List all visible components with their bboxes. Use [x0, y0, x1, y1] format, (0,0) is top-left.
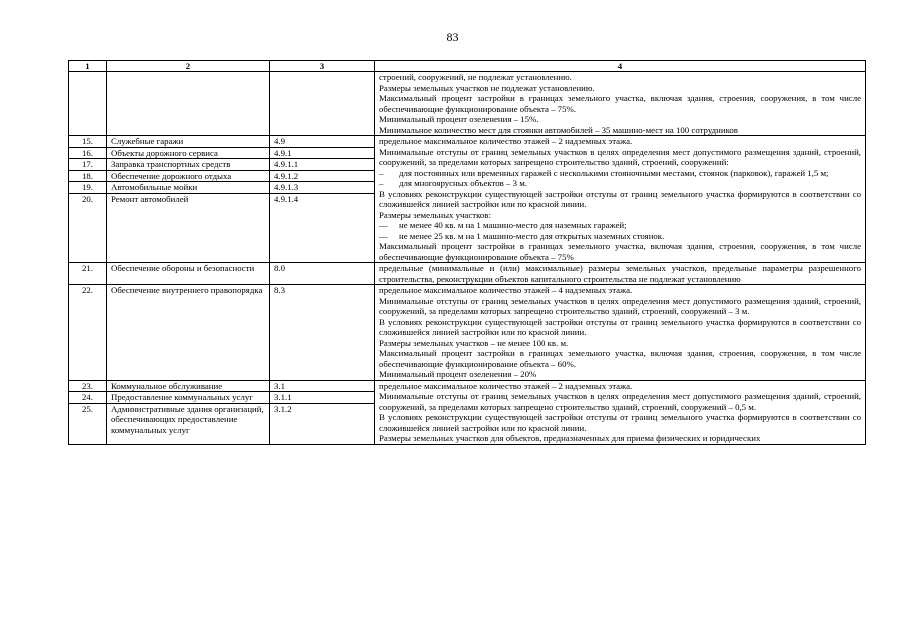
- use-code-cell: 8.0: [270, 263, 375, 285]
- use-code-cell: 3.1.1: [270, 392, 375, 404]
- table-row: [69, 136, 866, 148]
- column-header: 3: [270, 61, 375, 72]
- list-item-text: не менее 40 кв. м на 1 машино-место для наземных гаражей;: [399, 220, 627, 230]
- paragraph: строений, сооружений, не подлежат установлению.: [379, 72, 572, 82]
- list-item-text: не менее 25 кв. м на 1 машино-место для открытых наземных стоянок.: [399, 230, 665, 241]
- list-item-text: для постоянных или временных гаражей с несколькими стояночными местами, стоянок (парковок), гаражей 1,5 м;: [399, 167, 829, 178]
- paragraph: Размеры земельных участков:: [379, 209, 491, 220]
- use-name-cell: Обеспечение обороны и безопасности: [107, 263, 270, 285]
- use-code-cell: 3.1.2: [270, 403, 375, 444]
- use-name-cell: Коммунальное обслуживание: [107, 380, 270, 392]
- use-code-cell: [270, 72, 375, 136]
- use-code-cell: 4.9.1.1: [270, 159, 375, 171]
- use-name-cell: Заправка транспортных средств: [107, 159, 270, 171]
- paragraph: В условиях реконструкции существующей застройки отступы от границ земельного участка формируются в соответствии со сложившейся линией застройки или по красной линии.: [379, 316, 861, 337]
- use-code-cell: 4.9.1: [270, 147, 375, 159]
- paragraph: предельное максимальное количество этажей – 2 надземных этажа.: [379, 136, 633, 146]
- use-name-cell: Служебные гаражи: [107, 136, 270, 148]
- use-name-cell: Обеспечение внутреннего правопорядка: [107, 285, 270, 381]
- parameters-cell: [375, 380, 866, 444]
- row-number-cell: 19.: [69, 182, 107, 194]
- use-code-cell: 8.3: [270, 285, 375, 381]
- list-dash: —: [379, 220, 388, 230]
- row-number-cell: 21.: [69, 263, 107, 285]
- row-number-cell: 25.: [69, 403, 107, 444]
- column-header: 2: [107, 61, 270, 72]
- list-item-text: для многоярусных объектов – 3 м.: [399, 178, 527, 188]
- list-item: [379, 231, 861, 242]
- page-number: 83: [446, 30, 459, 44]
- paragraph: предельные (минимальные и (или) максимальные) размеры земельных участков, предельные параметры разрешенного строительства, реконструкции объектов капитального строительства не подлежат установлению: [379, 263, 861, 284]
- use-code-cell: 4.9: [270, 136, 375, 148]
- use-code-cell: 4.9.1.3: [270, 182, 375, 194]
- parameters-cell: [375, 285, 866, 381]
- parameters-cell: [375, 136, 866, 263]
- paragraph: Минимальное количество мест для стоянки автомобилей – 35 машино-мест на 100 сотрудников: [379, 124, 738, 135]
- use-name-cell: Объекты дорожного сервиса: [107, 147, 270, 159]
- row-number-cell: 23.: [69, 380, 107, 392]
- paragraph: В условиях реконструкции существующей застройки отступы от границ земельного участка формируются в соответствии со сложившейся линией застройки или по красной линии.: [379, 412, 861, 433]
- list-dash: –: [379, 178, 384, 188]
- use-code-cell: 4.9.1.2: [270, 170, 375, 182]
- use-name-cell: Предоставление коммунальных услуг: [107, 392, 270, 404]
- paragraph: Размеры земельных участков не подлежат установлению.: [379, 82, 595, 93]
- paragraph: Максимальный процент застройки в границах земельного участка, включая здания, строения, сооружения, в том числе обеспечивающие функционирование объекта – 75%.: [379, 93, 861, 114]
- paragraph: Максимальный процент застройки в границах земельного участка, включая здания, строения, сооружения, в том числе обеспечивающие функционирование объекта – 75%: [379, 241, 861, 262]
- use-code-cell: 3.1: [270, 380, 375, 392]
- table-row: [69, 72, 866, 136]
- paragraph: Минимальные отступы от границ земельных участков в целях определения мест допустимого размещения зданий, строений, сооружений, за пределами которых запрещено строительство зданий, строений, сооружений:: [379, 146, 861, 167]
- paragraph: Минимальные отступы от границ земельных участков в целях определения мест допустимого размещения зданий, строений, сооружений, за пределами которых запрещено строительство зданий, строений, сооружений – 3 м.: [379, 295, 861, 316]
- header-row: [69, 61, 866, 72]
- table-row: [69, 380, 866, 392]
- row-number-cell: 24.: [69, 392, 107, 404]
- paragraph: Минимальный процент озеленения – 15%.: [379, 114, 539, 124]
- list-item: [379, 220, 861, 231]
- paragraph: предельное максимальное количество этажей – 2 надземных этажа.: [379, 380, 633, 391]
- parameters-cell: [375, 72, 866, 136]
- use-name-cell: [107, 72, 270, 136]
- list-item: [379, 168, 861, 179]
- row-number-cell: 17.: [69, 159, 107, 171]
- list-dash: –: [379, 167, 384, 178]
- use-code-cell: 4.9.1.4: [270, 193, 375, 263]
- row-number-cell: 15.: [69, 136, 107, 148]
- paragraph: Размеры земельных участков – не менее 100 кв. м.: [379, 337, 569, 348]
- row-number-cell: 16.: [69, 147, 107, 159]
- paragraph: Минимальные отступы от границ земельных участков в целях определения мест допустимого размещения зданий, строений, сооружений, за пределами которых запрещено строительство зданий, строений, сооружений – 0,5 м.: [379, 391, 861, 412]
- row-number-cell: [69, 72, 107, 136]
- land-use-table: [68, 60, 866, 445]
- use-name-cell: Административные здания организаций, обеспечивающих предоставление коммунальных услуг: [107, 403, 270, 444]
- paragraph: предельное максимальное количество этажей – 4 надземных этажа.: [379, 285, 633, 295]
- row-number-cell: 20.: [69, 193, 107, 263]
- use-name-cell: Ремонт автомобилей: [107, 193, 270, 263]
- use-name-cell: Автомобильные мойки: [107, 182, 270, 194]
- paragraph: В условиях реконструкции существующей застройки отступы от границ земельного участка формируются в соответствии со сложившейся линией застройки или по красной линии.: [379, 188, 861, 209]
- parameters-cell: [375, 263, 866, 285]
- paragraph: Размеры земельных участков для объектов, предназначенных для приема физических и юридических: [379, 433, 761, 443]
- use-name-cell: Обеспечение дорожного отдыха: [107, 170, 270, 182]
- list-item: [379, 178, 861, 189]
- column-header: 1: [69, 61, 107, 72]
- row-number-cell: 18.: [69, 170, 107, 182]
- column-header: 4: [375, 61, 866, 72]
- paragraph: Минимальный процент озеленения – 20%: [379, 369, 537, 379]
- row-number-cell: 22.: [69, 285, 107, 381]
- table-row: [69, 263, 866, 285]
- paragraph: Максимальный процент застройки в границах земельного участка, включая здания, строения, сооружения, в том числе обеспечивающие функционирование объекта – 60%.: [379, 348, 861, 369]
- list-dash: —: [379, 230, 388, 241]
- table-row: [69, 285, 866, 381]
